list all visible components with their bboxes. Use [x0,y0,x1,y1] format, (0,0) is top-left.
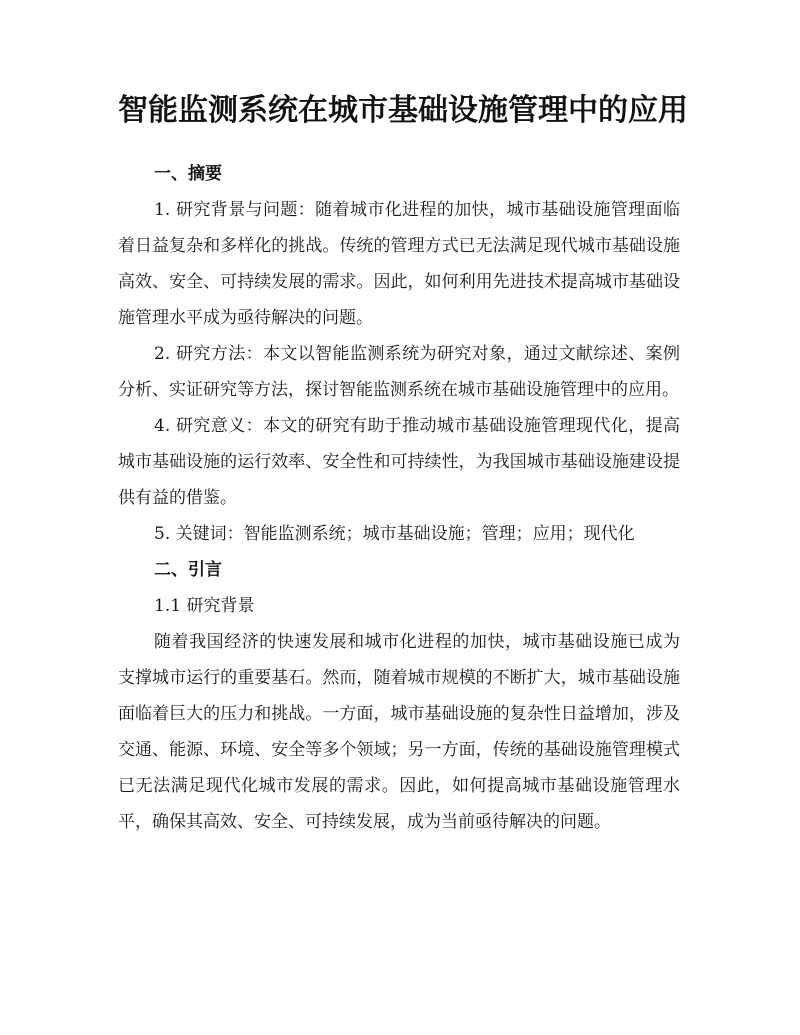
abstract-heading: 一、摘要 [154,164,222,184]
research-background-subheading: 1.1 研究背景 [154,596,255,616]
abstract-item-method: 2. 研究方法：本文以智能监测系统为研究对象，通过文献综述、案例分析、实证研究等方法，探讨智能监测系统在城市基础设施管理中的应用。 [118,344,680,400]
introduction-section [118,552,680,840]
abstract-item-significance: 4. 研究意义：本文的研究有助于推动城市基础设施管理现代化，提高城市基础设施的运行效率、安全性和可持续性，为我国城市基础设施建设提供有益的借鉴。 [118,416,680,508]
abstract-section [118,156,680,552]
document-title: 智能监测系统在城市基础设施管理中的应用 [118,93,688,128]
abstract-item-keywords: 5. 关键词：智能监测系统；城市基础设施；管理；应用；现代化 [154,524,635,544]
introduction-heading: 二、引言 [154,560,222,580]
abstract-item-background: 1. 研究背景与问题：随着城市化进程的加快，城市基础设施管理面临着日益复杂和多样化的挑战。传统的管理方式已无法满足现代城市基础设施高效、安全、可持续发展的需求。因此，如何利用先进技术提高城市基础设施管理水平成为亟待解决的问题。 [118,200,680,328]
research-background-paragraph: 随着我国经济的快速发展和城市化进程的加快，城市基础设施已成为支撑城市运行的重要基石。然而，随着城市规模的不断扩大，城市基础设施面临着巨大的压力和挑战。一方面，城市基础设施的复杂性日益增加，涉及交通、能源、环境、安全等多个领域；另一方面，传统的基础设施管理模式已无法满足现代化城市发展的需求。因此，如何提高城市基础设施管理水平，确保其高效、安全、可持续发展，成为当前亟待解决的问题。 [118,632,680,832]
